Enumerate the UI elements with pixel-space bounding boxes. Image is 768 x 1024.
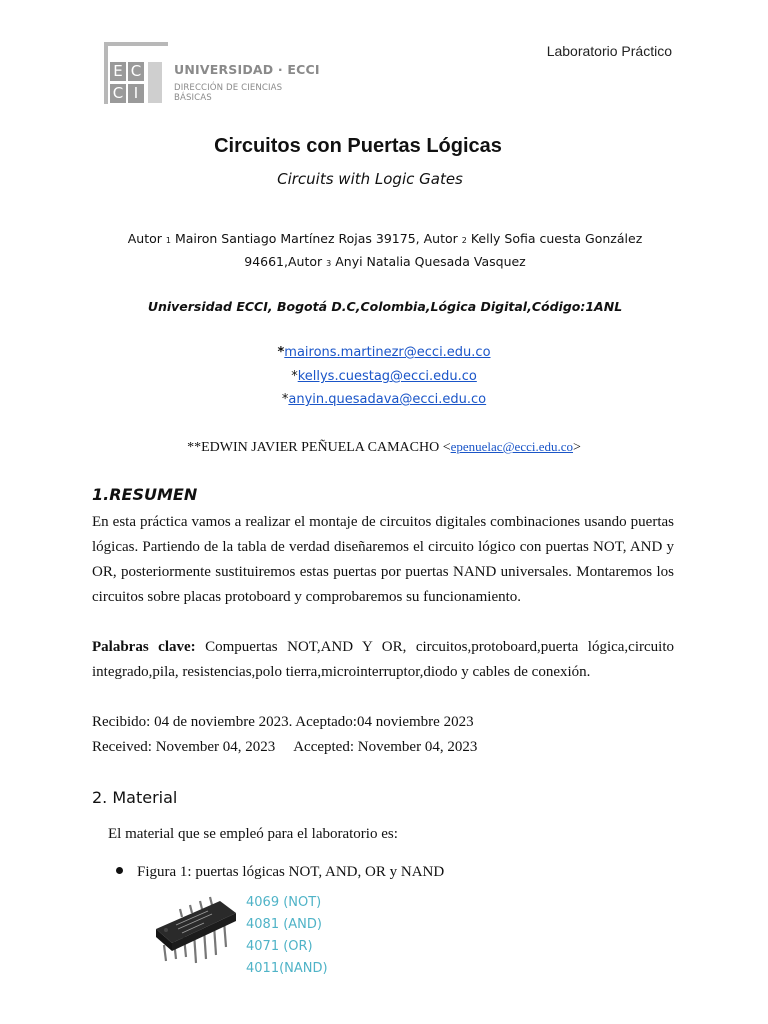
chip-code-not: 4069 (NOT)	[246, 895, 322, 910]
keywords-label: Palabras clave:	[92, 639, 196, 655]
logo-accent-block	[148, 62, 162, 103]
email-prefix: *	[281, 392, 289, 407]
logo-subtitle: DIRECCIÓN DE CIENCIAS BÁSICAS	[174, 83, 283, 103]
figure-caption: Figura 1: puertas lógicas NOT, AND, OR y NAND	[137, 864, 445, 880]
logo-tile-c1: C	[128, 62, 144, 81]
author-1-name: Mairon Santiago Martínez Rojas 39175, Autor	[174, 231, 458, 246]
author-label: Autor	[127, 231, 162, 246]
author-2-name: Kelly Sofia cuesta González	[470, 231, 643, 246]
advisor-name: **EDWIN JAVIER PEÑUELA CAMACHO <	[187, 440, 451, 455]
material-intro: El material que se empleó para el laboratorio es:	[108, 826, 398, 842]
authors-line-1	[90, 227, 680, 252]
email-prefix: *	[277, 345, 285, 360]
received-date-es: Recibido: 04 de noviembre 2023. Aceptado:04 noviembre 2023	[92, 714, 474, 730]
university-logo	[104, 42, 320, 108]
advisor-email-link[interactable]: epenuelac@ecci.edu.co	[450, 439, 574, 454]
advisor-line	[0, 439, 768, 456]
section-heading-resumen: 1.RESUMEN	[92, 485, 198, 504]
paper-title: Circuitos con Puertas Lógicas	[214, 135, 502, 157]
email-row	[0, 392, 768, 407]
logo-tile-e: E	[110, 62, 126, 81]
email-row	[0, 345, 768, 360]
email-link-anyi[interactable]: anyin.quesadava@ecci.edu.co	[288, 392, 487, 407]
affiliation: Universidad ECCI, Bogotá D.C,Colombia,Lógica Digital,Código:1ANL	[147, 299, 623, 314]
authors-line-2	[90, 250, 680, 275]
email-link-kelly[interactable]: kellys.cuestag@ecci.edu.co	[297, 369, 477, 384]
resumen-paragraph: En esta práctica vamos a realizar el montaje de circuitos digitales combinaciones usando puertas lógicas. Partiendo de la tabla de verdad diseñaremos el circuito lógico con puertas NOT, AND y OR, posteriormente sustituiremos estas puertas por puertas NAND universales. Montaremos los circuitos sobre placas protoboard y comprobaremos su funcionamiento.	[92, 514, 674, 605]
author-2-number: 2	[461, 236, 467, 245]
header-label: Laboratorio Práctico	[546, 43, 672, 59]
author-2-id: 94661,Autor	[244, 254, 323, 269]
logo-tile-i: I	[128, 84, 144, 103]
list-item	[116, 864, 444, 881]
chip-code-nand: 4011(NAND)	[246, 961, 328, 976]
author-3-name: Anyi Natalia Quesada Vasquez	[335, 254, 526, 269]
chip-code-or: 4071 (OR)	[246, 939, 313, 954]
paper-subtitle: Circuits with Logic Gates	[277, 170, 463, 188]
logo-name: UNIVERSIDAD · ECCI	[174, 62, 320, 77]
section-heading-material: 2. Material	[92, 788, 178, 807]
keywords-paragraph	[92, 635, 674, 685]
chip-code-and: 4081 (AND)	[246, 917, 322, 932]
author-1-number: 1	[165, 236, 171, 245]
logo-tile-c2: C	[110, 84, 126, 103]
email-prefix: *	[291, 369, 298, 384]
keywords-text: Compuertas NOT,AND Y OR, circuitos,protoboard,puerta lógica,circuito integrado,pila, resistencias,polo tierra,microinterruptor,diodo y cables de conexión.	[92, 639, 674, 680]
ic-chip-image	[150, 887, 240, 979]
advisor-suffix: >	[573, 440, 581, 455]
author-3-number: 3	[326, 259, 332, 268]
email-row	[0, 369, 768, 384]
received-date-en: Received: November 04, 2023 Accepted: November 04, 2023	[92, 739, 478, 755]
logo-side-bar	[104, 42, 108, 104]
bullet-icon	[116, 867, 123, 874]
email-link-mairon[interactable]: mairons.martinezr@ecci.edu.co	[284, 345, 491, 360]
logo-top-bar	[104, 42, 168, 46]
